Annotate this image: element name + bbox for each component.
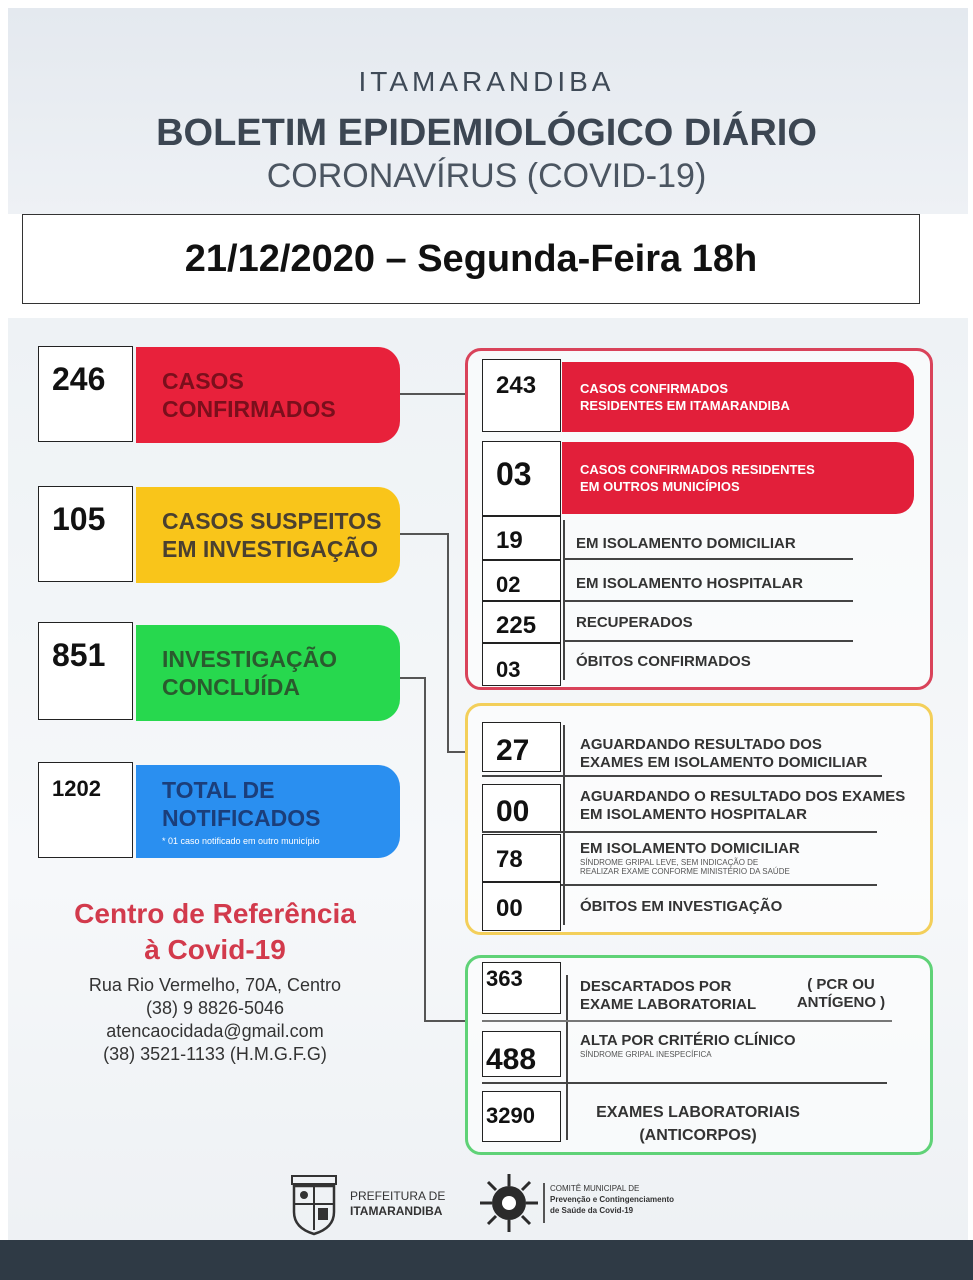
residents-label-2: RESIDENTES EM ITAMARANDIBA	[580, 398, 790, 413]
reference-email: atencaocidada@gmail.com	[106, 1021, 324, 1041]
confirmed-label-1: CASOS	[162, 368, 244, 394]
virus-icon	[478, 1172, 540, 1234]
lab-exams-label-2: (ANTICORPOS)	[639, 1127, 757, 1144]
recovered-value: 225	[482, 601, 561, 643]
awaiting-hospital-label-2: EM ISOLAMENTO HOSPITALAR	[580, 806, 807, 823]
row-line	[563, 600, 853, 602]
city-coat-of-arms-icon	[288, 1172, 340, 1238]
prefeitura-line-2: ITAMARANDIBA	[350, 1204, 443, 1218]
row-line	[563, 640, 853, 642]
bulletin-subtitle: CORONAVÍRUS (COVID-19)	[266, 157, 707, 195]
notified-note: * 01 caso notificado em outro município	[162, 836, 320, 846]
notified-label-1: TOTAL DE	[162, 777, 275, 803]
suspect-home-isolation-note-2: REALIZAR EXAME CONFORME MINISTÉRIO DA SAÚDE	[580, 867, 790, 876]
awaiting-hospital-value: 00	[482, 784, 561, 832]
others-pill	[562, 442, 914, 514]
residents-label-1: CASOS CONFIRMADOS	[580, 381, 729, 396]
reference-phone-2: (38) 3521-1133 (H.M.G.F.G)	[103, 1044, 327, 1064]
residents-value: 243	[482, 359, 561, 432]
awaiting-home-label	[580, 736, 867, 772]
footer-divider	[543, 1183, 545, 1223]
hospital-isolation-label: EM ISOLAMENTO HOSPITALAR	[576, 575, 803, 592]
connector-concluded-h2	[424, 1020, 466, 1022]
awaiting-home-label-2: EXAMES EM ISOLAMENTO DOMICILIAR	[580, 754, 868, 771]
reference-contact	[0, 974, 430, 1066]
row-line	[482, 831, 877, 833]
clinical-discharge-note: SÍNDROME GRIPAL INESPECÍFICA	[580, 1050, 712, 1059]
city-name: ITAMARANDIBA	[358, 66, 615, 97]
notified-total: 1202	[38, 762, 133, 858]
awaiting-hospital-label-1: AGUARDANDO O RESULTADO DOS EXAMES	[580, 788, 906, 805]
suspect-pill	[136, 487, 400, 583]
discarded-extra-2: ANTÍGENO )	[796, 994, 886, 1011]
suspect-total: 105	[38, 486, 133, 582]
prefeitura-line-1: PREFEITURA DE	[350, 1189, 446, 1203]
discarded-extra-1: ( PCR OU	[807, 976, 875, 993]
suspect-home-isolation-note-1: SÍNDROME GRIPAL LEVE, SEM INDICAÇÃO DE	[580, 858, 759, 867]
date-text: 21/12/2020 – Segunda-Feira 18h	[184, 237, 758, 280]
concluded-rows-divider	[566, 975, 568, 1140]
awaiting-home-label-1: AGUARDANDO RESULTADO DOS	[580, 736, 822, 753]
hospital-isolation-value: 02	[482, 560, 561, 601]
row-line	[482, 1020, 892, 1022]
connector-suspect-h2	[447, 751, 465, 753]
awaiting-hospital-label	[580, 788, 905, 824]
concluded-label-2: CONCLUÍDA	[162, 674, 300, 700]
suspect-home-isolation-value: 78	[482, 834, 561, 882]
clinical-discharge-label-1: ALTA POR CRITÉRIO CLÍNICO	[580, 1032, 796, 1049]
comite-logo-text	[550, 1183, 674, 1216]
others-value: 03	[482, 441, 561, 516]
lab-exams-label-1: EXAMES LABORATORIAIS	[596, 1104, 800, 1121]
row-line	[482, 775, 882, 777]
lab-exams-label	[580, 1101, 816, 1147]
prefeitura-logo-text	[350, 1189, 445, 1219]
confirmed-total: 246	[38, 346, 133, 442]
lab-exams-value: 3290	[482, 1091, 561, 1142]
discarded-value: 363	[482, 962, 561, 1014]
others-label-1: CASOS CONFIRMADOS RESIDENTES	[580, 462, 815, 477]
discarded-label-1: DESCARTADOS POR	[580, 978, 732, 995]
suspect-rows-divider	[563, 725, 565, 925]
discarded-extra	[786, 976, 896, 1012]
connector-suspect-v	[447, 533, 449, 753]
connector-confirmed	[400, 393, 465, 395]
row-line	[563, 558, 853, 560]
discarded-label-2: EXAME LABORATORIAL	[580, 996, 757, 1013]
awaiting-home-value: 27	[482, 722, 561, 772]
comite-line-3: de Saúde da Covid-19	[550, 1206, 634, 1215]
comite-line-2: Prevenção e Contingenciamento	[550, 1195, 675, 1204]
deaths-investigation-label: ÓBITOS EM INVESTIGAÇÃO	[580, 898, 783, 915]
home-isolation-value: 19	[482, 516, 561, 560]
clinical-discharge-label	[580, 1032, 796, 1059]
reference-address: Rua Rio Vermelho, 70A, Centro	[88, 975, 342, 995]
row-line	[482, 1082, 887, 1084]
confirmed-label-2: CONFIRMADOS	[162, 396, 336, 422]
reference-phone-1: (38) 9 8826-5046	[145, 998, 285, 1018]
suspect-home-isolation-label-1: EM ISOLAMENTO DOMICILIAR	[580, 840, 800, 857]
bulletin-title: BOLETIM EPIDEMIOLÓGICO DIÁRIO	[156, 112, 817, 154]
connector-suspect-h	[400, 533, 448, 535]
reference-center-title	[0, 896, 430, 968]
notified-pill	[136, 765, 400, 858]
deaths-label: ÓBITOS CONFIRMADOS	[576, 653, 751, 670]
reference-title-1: Centro de Referência	[74, 898, 356, 929]
recovered-label: RECUPERADOS	[576, 614, 693, 631]
clinical-discharge-value: 488	[482, 1031, 561, 1077]
deaths-investigation-value: 00	[482, 882, 561, 931]
reference-title-2: à Covid-19	[144, 934, 286, 965]
comite-line-1: COMITÊ MUNICIPAL DE	[550, 1184, 640, 1193]
residents-pill	[562, 362, 914, 432]
deaths-value: 03	[482, 643, 561, 686]
concluded-label-1: INVESTIGAÇÃO	[162, 646, 338, 672]
suspect-label-2: EM INVESTIGAÇÃO	[162, 536, 378, 562]
footer-bar	[0, 1240, 973, 1280]
concluded-pill	[136, 625, 400, 721]
home-isolation-label: EM ISOLAMENTO DOMICILIAR	[576, 535, 796, 552]
connector-concluded-v	[424, 677, 426, 1022]
confirmed-pill	[136, 347, 400, 443]
concluded-total: 851	[38, 622, 133, 720]
suspect-label-1: CASOS SUSPEITOS	[162, 508, 382, 534]
suspect-home-isolation-label	[580, 840, 800, 876]
notified-label-2: NOTIFICADOS	[162, 805, 321, 831]
discarded-label	[580, 978, 756, 1014]
connector-concluded-h	[400, 677, 425, 679]
others-label-2: EM OUTROS MUNICÍPIOS	[580, 479, 740, 494]
date-box	[22, 214, 920, 304]
